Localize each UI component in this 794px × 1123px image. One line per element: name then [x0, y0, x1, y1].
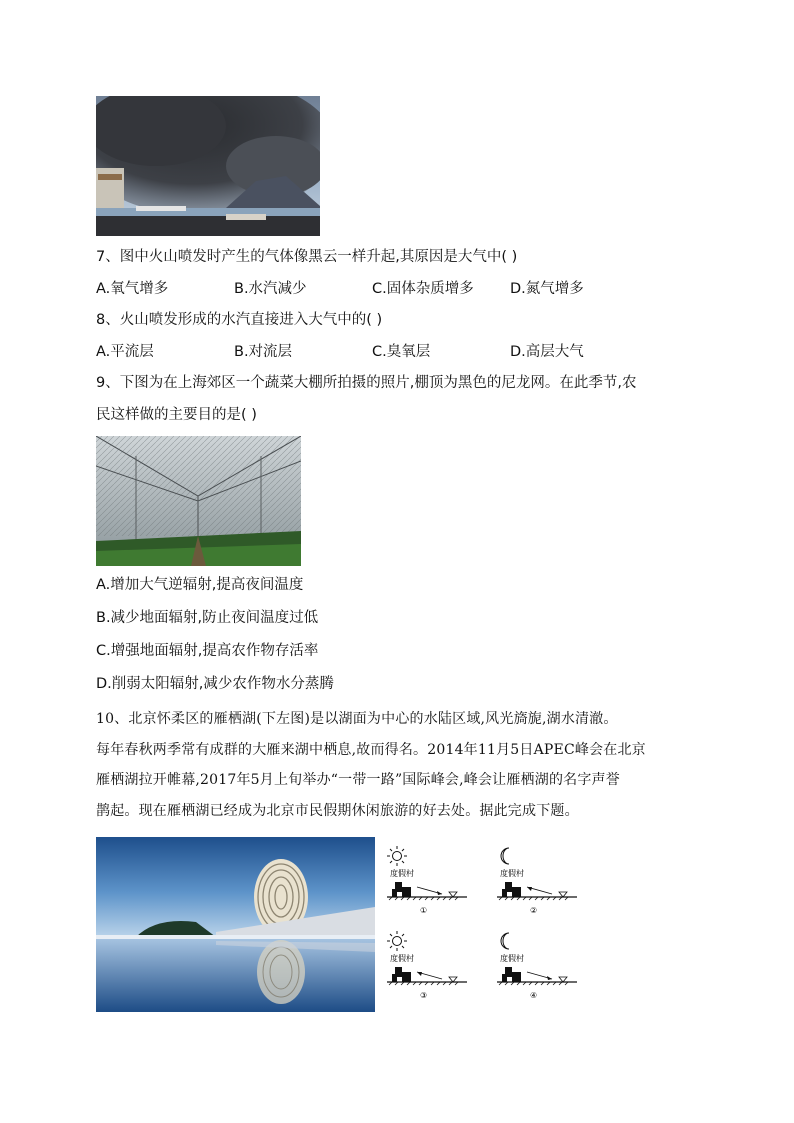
question-10-line3: 雁栖湖拉开帷幕,2017年5月上旬举办“一带一路”国际峰会,峰会让雁栖湖的名字声誉 — [96, 772, 620, 788]
svg-text:度假村: 度假村 — [500, 869, 524, 878]
diagram-3 — [387, 930, 467, 1005]
svg-text:②: ② — [530, 906, 538, 915]
question-7-text: 7、图中火山喷发时产生的气体像黑云一样升起,其原因是大气中( ) — [96, 249, 518, 265]
question-8-text: 8、火山喷发形成的水汽直接进入大气中的( ) — [96, 312, 383, 328]
sun-icon — [387, 931, 407, 951]
moon-icon — [501, 933, 509, 949]
diagram-1 — [387, 845, 467, 920]
moon-icon — [501, 848, 509, 864]
q7-option-d[interactable]: D.氮气增多 — [510, 281, 584, 297]
q8-option-a[interactable]: A.平流层 — [96, 344, 154, 360]
q9-option-c[interactable]: C.增强地面辐射,提高农作物存活率 — [96, 643, 319, 659]
svg-text:④: ④ — [530, 991, 538, 1000]
volcano-photo — [96, 96, 320, 236]
diagram-4 — [497, 930, 577, 1005]
q8-option-d[interactable]: D.高层大气 — [510, 344, 584, 360]
q9-option-b[interactable]: B.减少地面辐射,防止夜间温度过低 — [96, 610, 319, 626]
question-10-line4: 鹊起。现在雁栖湖已经成为北京市民假期休闲旅游的好去处。据此完成下题。 — [96, 803, 579, 819]
question-10-line1: 10、北京怀柔区的雁栖湖(下左图)是以湖面为中心的水陆区域,风光旖旎,湖水清澈。 — [96, 711, 618, 727]
diagram-2 — [497, 845, 577, 920]
q8-option-b[interactable]: B.对流层 — [234, 344, 293, 360]
question-9-line2: 民这样做的主要目的是( ) — [96, 407, 257, 423]
svg-text:度假村: 度假村 — [390, 869, 414, 878]
question-10-line2: 每年春秋两季常有成群的大雁来湖中栖息,故而得名。2014年11月5日APEC峰会在北京 — [96, 742, 646, 758]
sun-icon — [387, 846, 407, 866]
question-9-line1: 9、下图为在上海郊区一个蔬菜大棚所拍摄的照片,棚顶为黑色的尼龙网。在此季节,农 — [96, 375, 637, 391]
q9-option-a[interactable]: A.增加大气逆辐射,提高夜间温度 — [96, 577, 304, 593]
q7-option-a[interactable]: A.氧气增多 — [96, 281, 169, 297]
svg-text:③: ③ — [420, 991, 428, 1000]
q8-option-c[interactable]: C.臭氧层 — [372, 344, 431, 360]
q9-option-d[interactable]: D.削弱太阳辐射,减少农作物水分蒸腾 — [96, 676, 334, 692]
svg-text:①: ① — [420, 906, 428, 915]
q7-option-b[interactable]: B.水汽减少 — [234, 281, 307, 297]
svg-text:度假村: 度假村 — [500, 954, 524, 963]
q7-option-c[interactable]: C.固体杂质增多 — [372, 281, 474, 297]
greenhouse-photo — [96, 436, 301, 566]
lake-photo — [96, 837, 375, 1012]
svg-text:度假村: 度假村 — [390, 954, 414, 963]
